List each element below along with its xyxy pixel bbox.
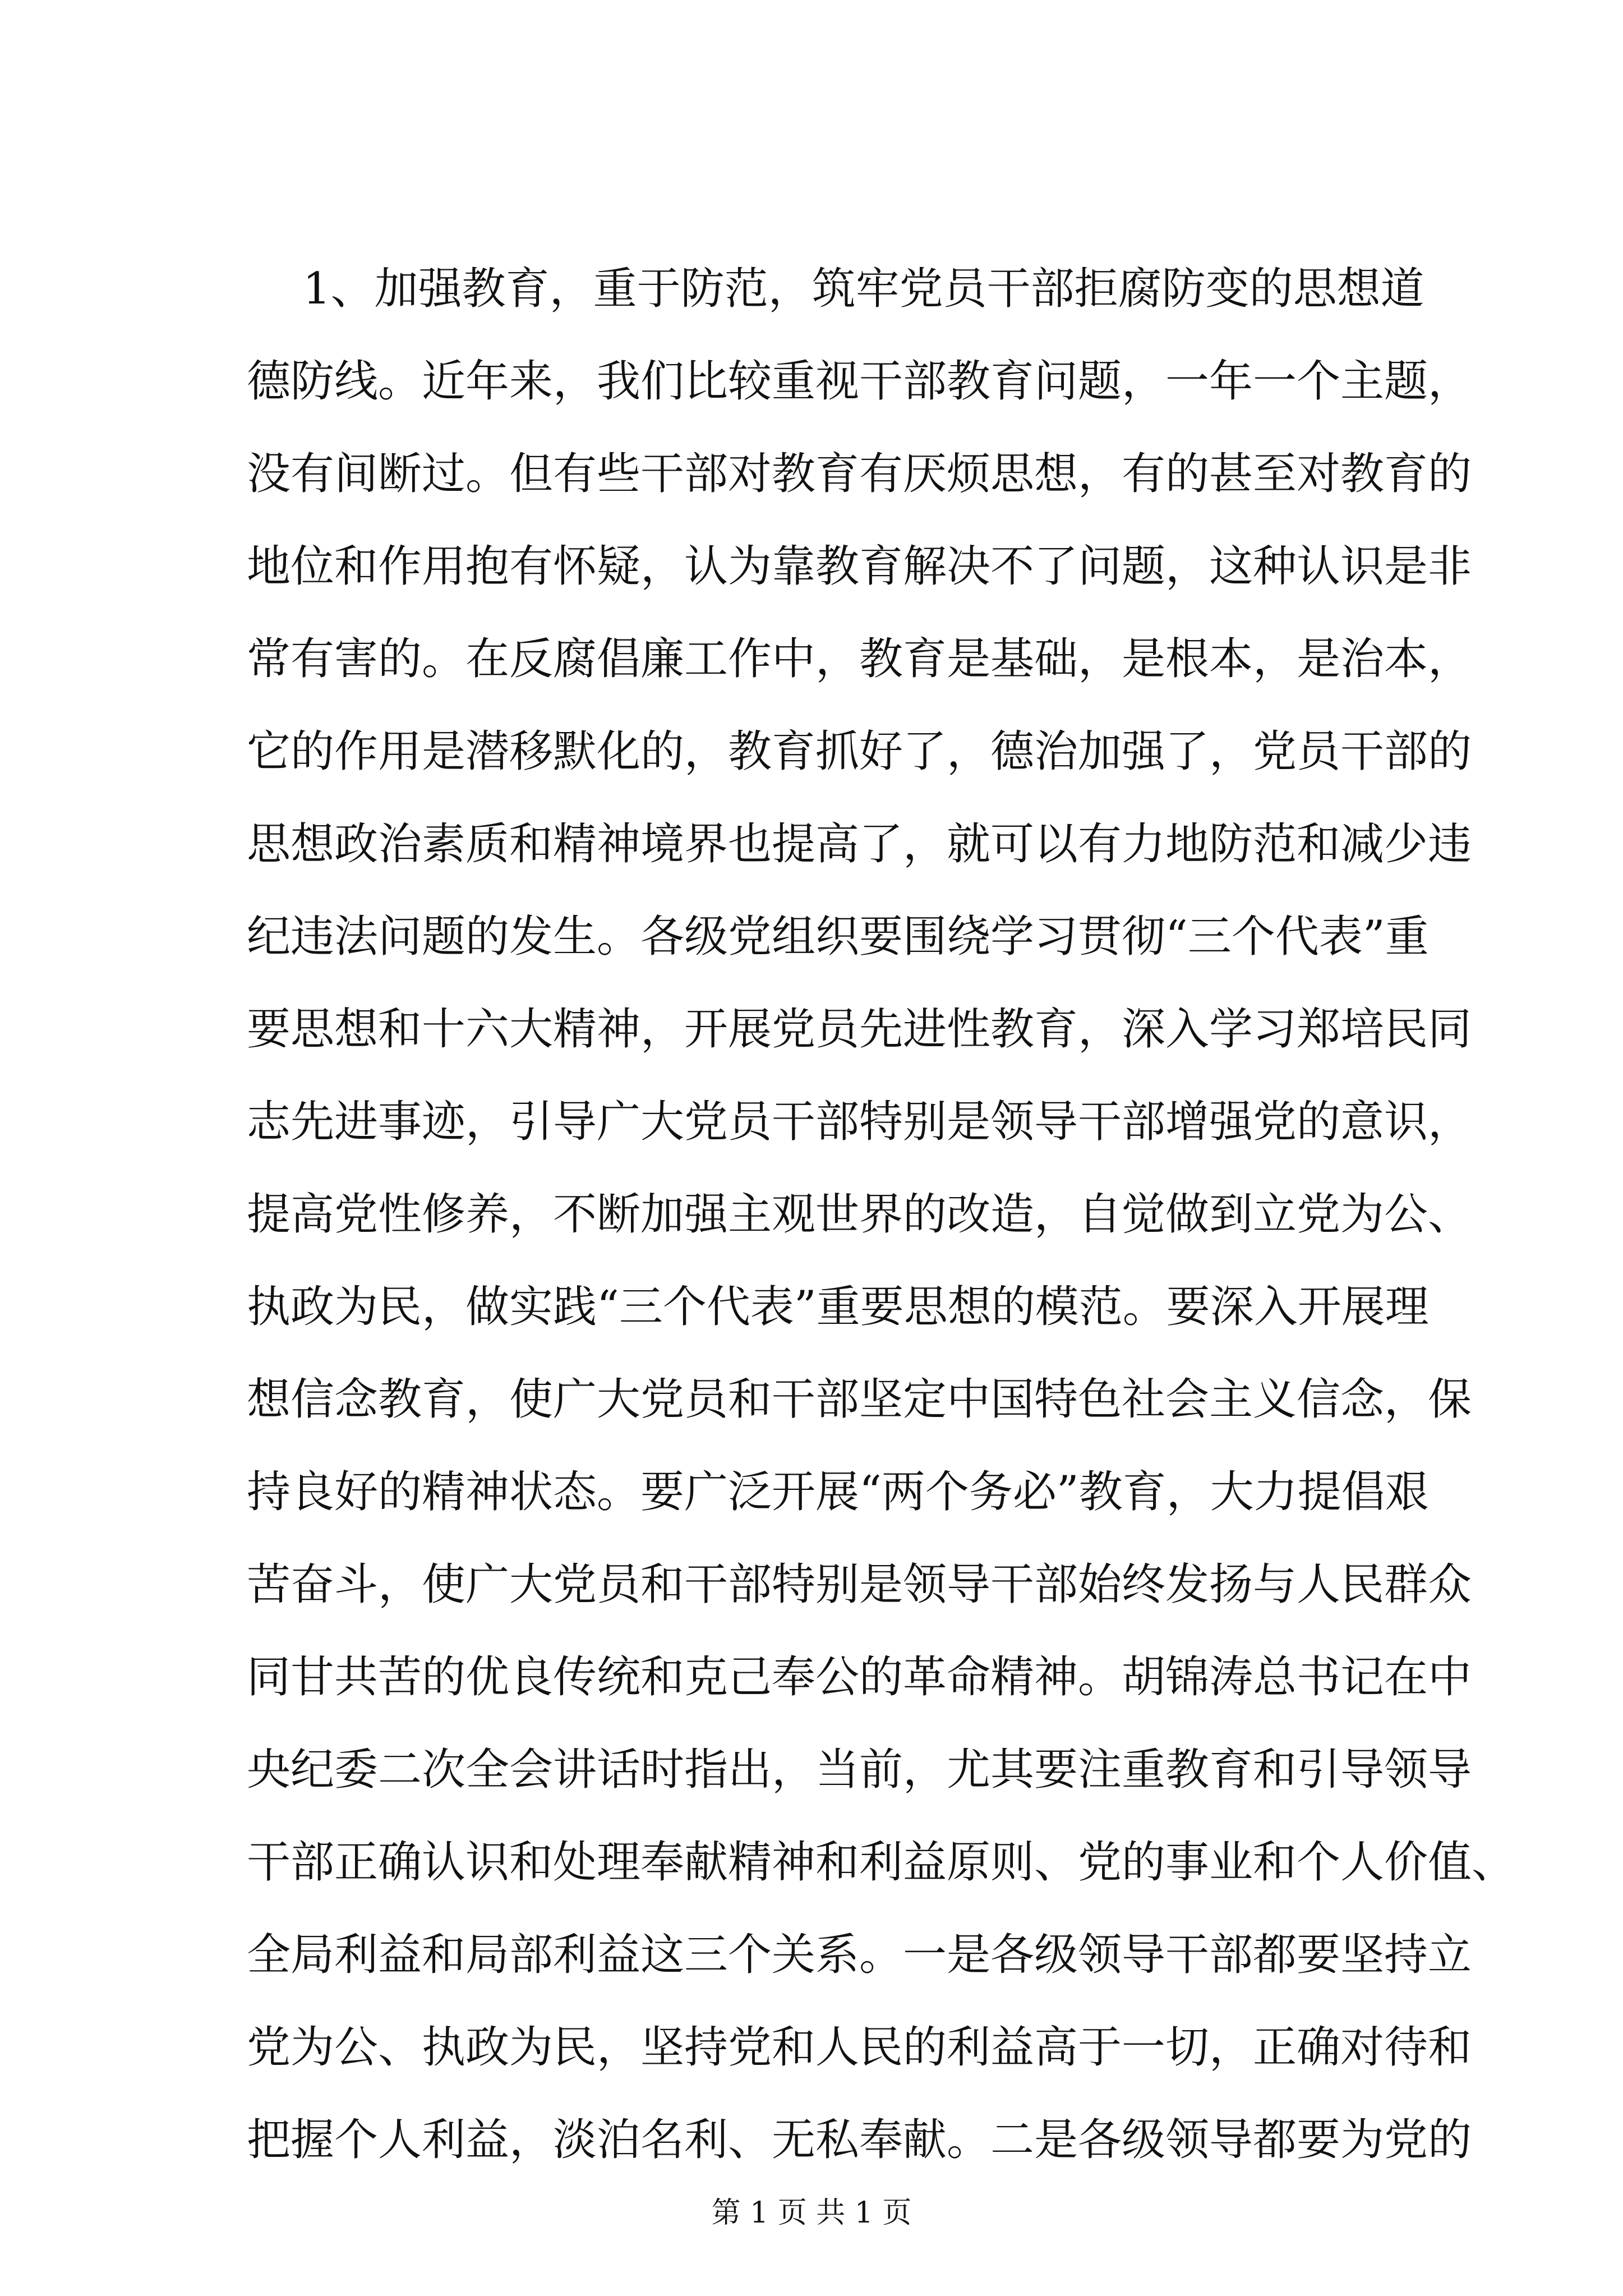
paragraph-line: 德防线。近年来，我们比较重视干部教育问题，一年一个主题， [247,356,1472,407]
paragraph-line: 持良好的精神状态。要广泛开展“两个务必”教育，大力提倡艰 [247,1467,1429,1517]
paragraph-line: 纪违法问题的发生。各级党组织要围绕学习贯彻“三个代表”重 [247,912,1429,962]
paragraph-line: 想信念教育，使广大党员和干部坚定中国特色社会主义信念，保 [247,1374,1472,1425]
paragraph-line: 央纪委二次全会讲话时指出，当前，尤其要注重教育和引导领导 [247,1745,1472,1795]
paragraph-line: 没有间断过。但有些干部对教育有厌烦思想，有的甚至对教育的 [247,449,1472,499]
paragraph-line: 地位和作用抱有怀疑，认为靠教育解决不了问题，这种认识是非 [247,541,1472,592]
paragraph-line: 1、加强教育，重于防范，筑牢党员干部拒腐防变的思想道 [303,264,1424,314]
paragraph-line: 它的作用是潜移默化的，教育抓好了，德治加强了，党员干部的 [247,726,1472,777]
paragraph-line: 要思想和十六大精神，开展党员先进性教育，深入学习郑培民同 [247,1004,1472,1055]
paragraph-line: 同甘共苦的优良传统和克己奉公的革命精神。胡锦涛总书记在中 [247,1652,1472,1703]
paragraph-line: 执政为民，做实践“三个代表”重要思想的模范。要深入开展理 [247,1282,1429,1332]
paragraph-line: 常有害的。在反腐倡廉工作中，教育是基础，是根本，是治本， [247,634,1472,684]
paragraph-line: 全局利益和局部利益这三个关系。一是各级领导干部都要坚持立 [247,1930,1472,1980]
paragraph-line: 党为公、执政为民，坚持党和人民的利益高于一切，正确对待和 [247,2022,1472,2073]
paragraph-line: 思想政治素质和精神境界也提高了，就可以有力地防范和减少违 [247,819,1472,869]
paragraph-line: 把握个人利益，淡泊名利、无私奉献。二是各级领导都要为党的 [247,2115,1472,2165]
paragraph-line: 志先进事迹，引导广大党员干部特别是领导干部增强党的意识， [247,1097,1472,1147]
paragraph-line: 苦奋斗，使广大党员和干部特别是领导干部始终发扬与人民群众 [247,1559,1472,1610]
paragraph-line: 提高党性修养，不断加强主观世界的改造，自觉做到立党为公、 [247,1189,1472,1240]
paragraph-line: 干部正确认识和处理奉献精神和利益原则、党的事业和个人价值、 [247,1837,1516,1888]
page-footer: 第 1 页 共 1 页 [711,2196,912,2230]
